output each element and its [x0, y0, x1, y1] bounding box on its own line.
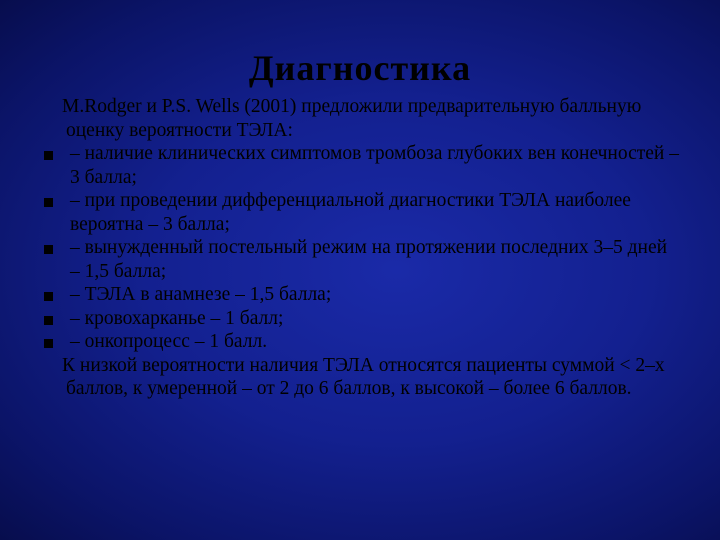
list-item — [40, 189, 680, 236]
list-item-text: – вынужденный постельный режим на протяжении последних 3–5 дней – 1,5 балла; — [70, 237, 668, 282]
slide-title: Диагностика — [248, 48, 472, 88]
criteria-list — [40, 142, 680, 354]
list-item — [40, 330, 680, 354]
intro-paragraph: M.Rodger и P.S. Wells (2001) предложили предварительную балльную оценку вероятности ТЭЛА: — [62, 96, 642, 141]
list-item-text: – при проведении дифференциальной диагностики ТЭЛА наиболее вероятна – 3 балла; — [70, 190, 631, 235]
square-bullet-icon — [44, 316, 53, 325]
list-item — [40, 283, 680, 307]
slide-content — [40, 95, 680, 401]
conclusion-paragraph: К низкой вероятности наличия ТЭЛА относятся пациенты суммой < 2–х баллов, к умеренной – от 2 до 6 баллов, к высокой – более 6 баллов. — [62, 354, 665, 399]
square-bullet-icon — [44, 198, 53, 207]
square-bullet-icon — [44, 292, 53, 301]
square-bullet-icon — [44, 151, 53, 160]
square-bullet-icon — [44, 339, 53, 348]
list-item-text: – наличие клинических симптомов тромбоза глубоких вен конечностей – 3 балла; — [70, 143, 679, 188]
list-item-text: – онкопроцесс – 1 балл. — [70, 331, 268, 352]
list-item — [40, 142, 680, 189]
list-item-text: – ТЭЛА в анамнезе – 1,5 балла; — [70, 284, 332, 305]
list-item-text: – кровохарканье – 1 балл; — [70, 307, 284, 329]
square-bullet-icon — [44, 245, 53, 254]
list-item — [40, 307, 680, 331]
list-item — [40, 236, 680, 283]
